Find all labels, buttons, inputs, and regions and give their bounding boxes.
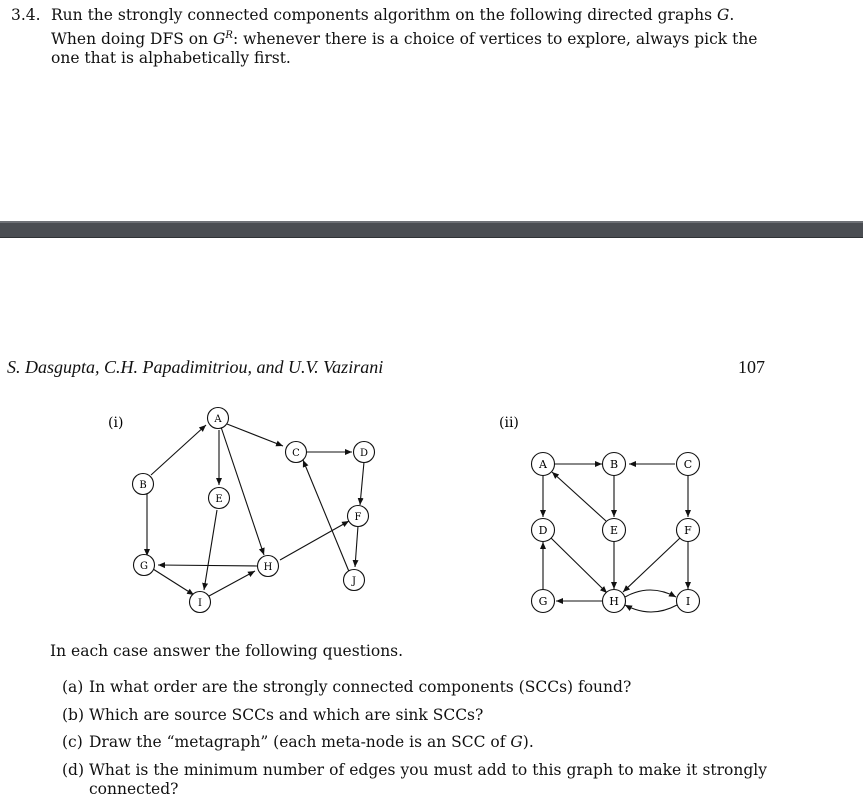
svg-text:H: H [263, 562, 273, 573]
svg-text:E: E [215, 494, 223, 505]
graph-i-nodes [133, 408, 375, 613]
graph-ii-label: (ii) [499, 415, 519, 431]
page-header [7, 357, 765, 379]
graph-i-edges [147, 424, 364, 596]
svg-text:I: I [198, 598, 202, 609]
graph-i-node-h [258, 556, 279, 577]
graph-ii-node-c [677, 453, 700, 476]
graph-i-node-c [286, 442, 307, 463]
svg-text:B: B [609, 458, 619, 471]
graph-figures [0, 400, 863, 625]
svg-text:G: G [538, 595, 548, 608]
svg-text:C: C [683, 458, 693, 471]
svg-text:F: F [684, 524, 692, 537]
graph-i-node-d [354, 442, 375, 463]
problem-statement [11, 6, 771, 69]
svg-text:C: C [292, 448, 300, 459]
page-divider [0, 221, 863, 238]
graph-ii-node-e [603, 519, 626, 542]
graph-ii-node-b [603, 453, 626, 476]
svg-text:G: G [140, 561, 148, 572]
graph-ii-node-g [532, 590, 555, 613]
question-b: (b) Which are source SCCs and which are sink SCCs? [62, 705, 484, 724]
graph-i-node-e [209, 488, 230, 509]
svg-text:H: H [609, 595, 619, 608]
graph-i-node-b [133, 474, 154, 495]
graph-i-node-j [344, 570, 365, 591]
problem-text: Run the strongly connected components algorithm on the following directed graphs G. When doing DFS on $G^R$: whenever there is a choice of vertices to explore, always pick the one that is alphabetically first. [51, 6, 758, 68]
svg-text:B: B [139, 480, 147, 491]
page-number: 107 [738, 357, 765, 377]
question-a: (a) In what order are the strongly connected components (SCCs) found? [62, 678, 632, 696]
graph-i-node-a [208, 408, 229, 429]
svg-text:D: D [538, 524, 548, 537]
graph-ii-node-f [677, 519, 700, 542]
svg-text:E: E [609, 524, 619, 537]
graph-ii-node-h [603, 590, 626, 613]
svg-text:D: D [359, 448, 369, 459]
svg-text:I: I [685, 595, 691, 608]
problem-number: 3.4. [11, 6, 41, 24]
graph-i-node-f [348, 506, 369, 527]
graph-ii-node-a [532, 453, 555, 476]
graph-ii-node-d [532, 519, 555, 542]
svg-text:A: A [539, 458, 547, 471]
graph-i-node-g [134, 555, 155, 576]
graph-ii-node-i [677, 590, 700, 613]
questions-intro: In each case answer the following questions. [50, 642, 404, 660]
svg-text:A: A [214, 414, 222, 425]
svg-text:F: F [354, 512, 362, 523]
svg-text:J: J [351, 576, 357, 587]
questions-list [62, 678, 767, 808]
authors: S. Dasgupta, C.H. Papadimitriou, and U.V. Vazirani [7, 357, 384, 377]
graph-i-label: (i) [108, 415, 124, 431]
question-d: (d) What is the minimum number of edges you must add to this graph to make it strongly connected? [62, 760, 767, 798]
graph-i-node-i [190, 592, 211, 613]
question-c: (c) Draw the “metagraph” (each meta-node is an SCC of G). [62, 733, 534, 751]
